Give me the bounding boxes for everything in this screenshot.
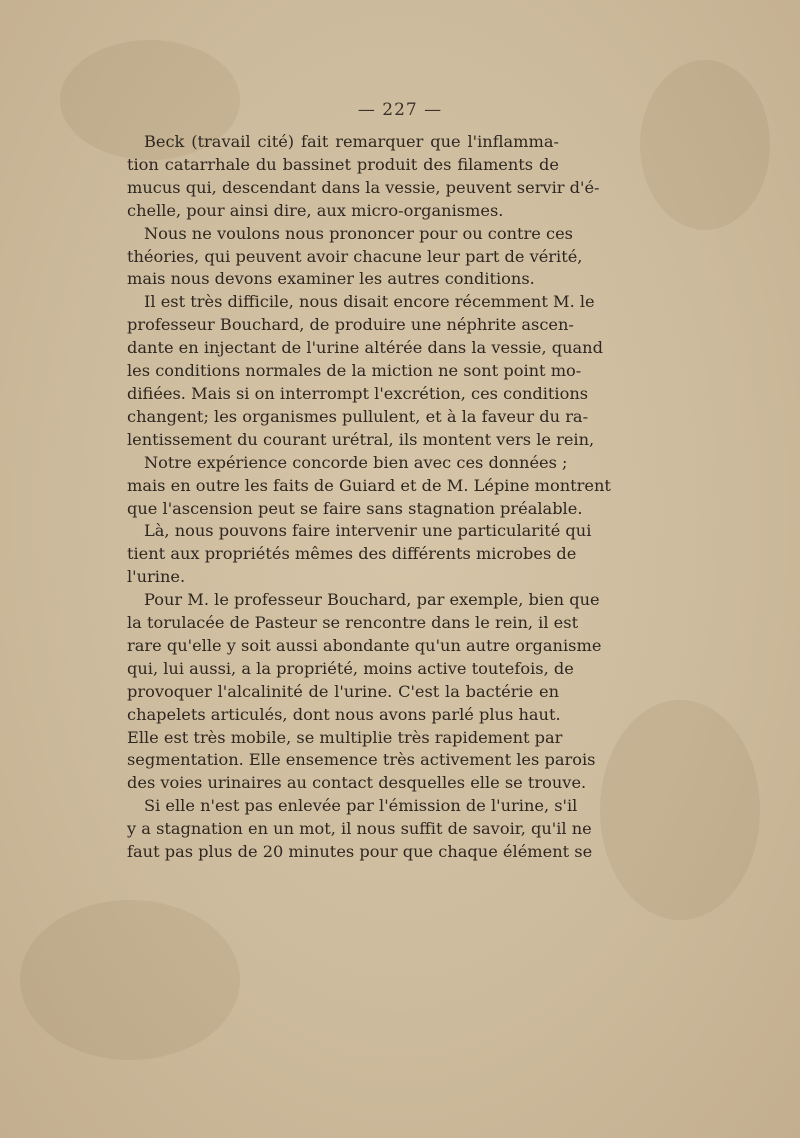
text-line: y a stagnation en un mot, il nous suffit de savoir, qu'il ne	[127, 819, 592, 839]
text-line: chelle, pour ainsi dire, aux micro-organismes.	[127, 200, 504, 220]
text-line: rare qu'elle y soit aussi abondante qu'un autre organisme	[127, 635, 602, 655]
text-line: mais nous devons examiner les autres conditions.	[127, 269, 535, 289]
text-line: Il est très difficile, nous disait encore récemment M. le	[144, 292, 595, 312]
text-line: des voies urinaires au contact desquelles elle se trouve.	[127, 773, 587, 793]
text-line: professeur Bouchard, de produire une néphrite ascen-	[127, 315, 574, 335]
text-line: Notre expérience concorde bien avec ces données ;	[144, 452, 568, 472]
text-line: tient aux propriétés mêmes des différents microbes de	[127, 544, 577, 564]
body-text	[127, 131, 611, 864]
text-line: provoquer l'alcalinité de l'urine. C'est la bactérie en	[127, 681, 559, 701]
paper-stain	[20, 900, 240, 1060]
text-line: chapelets articulés, dont nous avons parlé plus haut.	[127, 704, 561, 724]
text-line: mais en outre les faits de Guiard et de M. Lépine montrent	[127, 475, 611, 495]
text-line: dante en injectant de l'urine altérée dans la vessie, quand	[127, 338, 603, 358]
page-number: — 227 —	[357, 100, 443, 120]
text-line: Pour M. le professeur Bouchard, par exemple, bien que	[144, 590, 600, 610]
text-line: Elle est très mobile, se multiplie très rapidement par	[127, 727, 563, 747]
text-line: qui, lui aussi, a la propriété, moins active toutefois, de	[127, 658, 574, 678]
text-line: Là, nous pouvons faire intervenir une particularité qui	[144, 521, 592, 541]
text-line: faut pas plus de 20 minutes pour que chaque élément se	[127, 842, 593, 862]
text-line: théories, qui peuvent avoir chacune leur part de vérité,	[127, 246, 583, 266]
text-line: difiées. Mais si on interrompt l'excrétion, ces conditions	[127, 383, 589, 403]
text-line: Beck (travail cité) fait remarquer que l'inflamma-	[144, 132, 559, 151]
text-line: mucus qui, descendant dans la vessie, peuvent servir d'é-	[127, 177, 600, 197]
text-line: Nous ne voulons nous prononcer pour ou contre ces	[144, 223, 573, 243]
paper-stain	[640, 60, 770, 230]
text-line: les conditions normales de la miction ne sont point mo-	[127, 361, 582, 381]
text-line: que l'ascension peut se faire sans stagnation préalable.	[127, 498, 583, 518]
paper-stain	[600, 700, 760, 920]
text-line: tion catarrhale du bassinet produit des filaments de	[127, 154, 559, 174]
text-line: changent; les organismes pullulent, et à la faveur du ra-	[127, 406, 589, 426]
text-line: lentissement du courant urétral, ils montent vers le rein,	[127, 429, 595, 449]
text-line: segmentation. Elle ensemence très activement les parois	[127, 750, 596, 770]
text-line: la torulacée de Pasteur se rencontre dans le rein, il est	[127, 613, 579, 633]
text-line: l'urine.	[127, 567, 186, 587]
text-line: Si elle n'est pas enlevée par l'émission de l'urine, s'il	[144, 796, 578, 816]
